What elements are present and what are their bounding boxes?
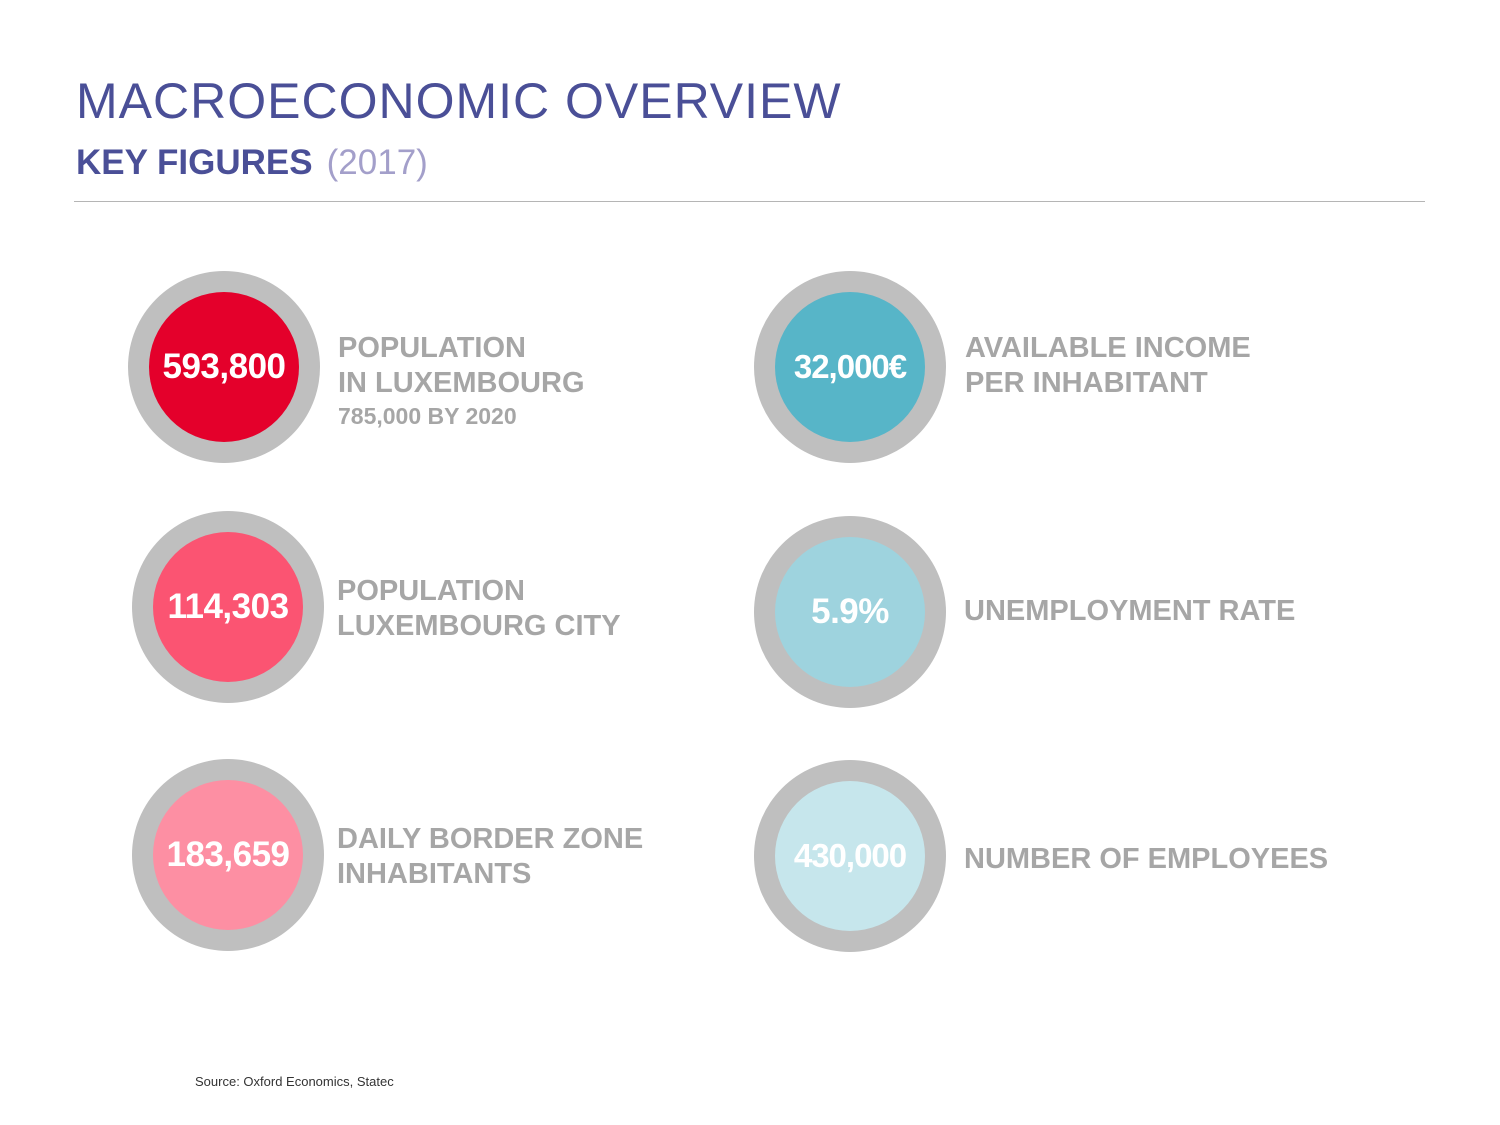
figure-disc-population-city: [153, 532, 303, 682]
figure-label-income: [965, 331, 1251, 401]
subtitle-year: (2017): [326, 143, 428, 182]
page-subtitle: [76, 143, 428, 183]
figure-ring-employees: [754, 760, 946, 952]
label-line: IN LUXEMBOURG: [338, 367, 585, 399]
label-line: DAILY BORDER ZONE: [337, 823, 644, 855]
figure-label-border-zone: [337, 822, 643, 892]
figure-value-population-luxembourg: 593,800: [162, 347, 286, 386]
figure-ring-population-luxembourg: [128, 271, 320, 463]
figure-label-population-luxembourg: [338, 331, 585, 431]
figure-value-employees: 430,000: [793, 837, 907, 874]
figure-ring-border-zone: [132, 759, 324, 951]
label-line: INHABITANTS: [337, 858, 532, 890]
header-divider: [74, 201, 1425, 202]
figure-value-border-zone: 183,659: [166, 835, 290, 874]
label-line: PER INHABITANT: [965, 367, 1208, 399]
label-line: POPULATION: [338, 332, 526, 364]
figure-value-population-city: 114,303: [167, 587, 289, 626]
figure-disc-border-zone: [153, 780, 303, 930]
figure-ring-unemployment: [754, 516, 946, 708]
label-line: LUXEMBOURG CITY: [337, 610, 621, 642]
figure-label-population-city: [337, 574, 621, 644]
page-title: MACROECONOMIC OVERVIEW: [76, 73, 842, 129]
label-note: 785,000 BY 2020: [338, 403, 517, 429]
label-line: UNEMPLOYMENT RATE: [964, 595, 1296, 627]
figure-disc-income: [775, 292, 925, 442]
figure-ring-income: [754, 271, 946, 463]
figure-disc-population-luxembourg: [149, 292, 299, 442]
source-note: Source: Oxford Economics, Statec: [195, 1074, 394, 1089]
figure-value-unemployment: 5.9%: [811, 592, 889, 631]
label-line: AVAILABLE INCOME: [965, 332, 1251, 364]
subtitle-key-figures: KEY FIGURES: [76, 143, 313, 182]
figure-ring-population-city: [132, 511, 324, 703]
figure-value-income: 32,000€: [793, 348, 907, 385]
label-line: NUMBER OF EMPLOYEES: [964, 843, 1329, 875]
figure-label-employees: [964, 842, 1328, 877]
figure-disc-unemployment: [775, 537, 925, 687]
label-line: POPULATION: [337, 575, 525, 607]
figure-label-unemployment: [964, 594, 1295, 629]
figure-disc-employees: [775, 781, 925, 931]
